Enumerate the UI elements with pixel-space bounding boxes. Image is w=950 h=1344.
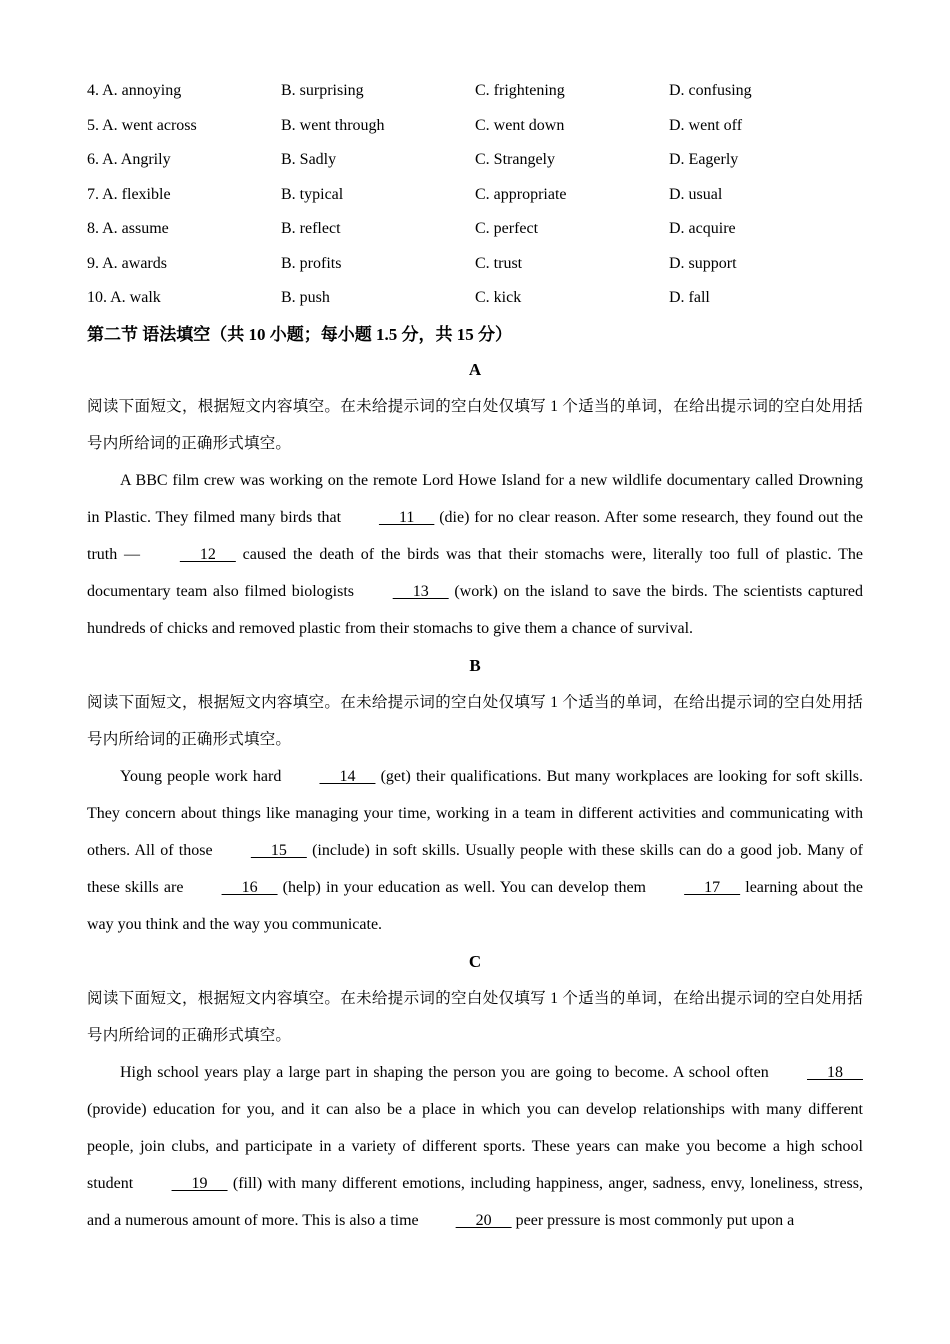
part-b-passage xyxy=(87,758,863,944)
exam-page xyxy=(87,76,863,1240)
passage-text: Young people work hard xyxy=(120,767,287,785)
section-title: 第二节 语法填空（共 10 小题；每小题 1.5 分，共 15 分） xyxy=(87,324,512,344)
blank-15: 15 xyxy=(250,841,307,859)
option-row xyxy=(87,76,863,111)
option-d: D. usual xyxy=(669,185,723,203)
part-b-instruction: 阅读下面短文，根据短文内容填空。在未给提示词的空白处仅填写 1 个适当的单词，在给出提示词的空白处用括号内所给词的正确形式填空。 xyxy=(87,693,863,748)
option-b: B. profits xyxy=(281,254,342,272)
option-c: C. frightening xyxy=(475,82,565,99)
part-a-label: A xyxy=(468,359,482,379)
passage-text: caused the death of the birds was that their stomachs were, literally too full of plastic. The documentary team also filmed biologists xyxy=(87,545,864,601)
blank-17: 17 xyxy=(684,879,741,897)
passage-text: (die) for no clear reason. After some research, they found out the truth — xyxy=(87,508,864,563)
blank-19: 19 xyxy=(171,1175,228,1193)
option-row xyxy=(87,145,863,180)
option-b: B. typical xyxy=(281,185,344,203)
passage-text: A BBC film crew was working on the remote Lord Howe Island for a new wildlife documentary called Drowning in Plastic. They filmed many birds that xyxy=(87,471,863,526)
option-row xyxy=(87,283,863,318)
passage-text: (work) on the island to save the birds. The scientists captured hundreds of chicks and removed plastic from their stomachs to give them a chance of survival. xyxy=(87,583,863,638)
blank-13: 13 xyxy=(392,583,449,601)
option-a: 7. A. flexible xyxy=(87,185,171,203)
option-c: C. perfect xyxy=(475,220,539,237)
option-d: D. went off xyxy=(669,116,743,134)
option-row xyxy=(87,214,863,249)
option-d: D. fall xyxy=(669,289,710,306)
option-b: B. push xyxy=(281,289,330,306)
option-d: D. confusing xyxy=(669,82,752,99)
passage-text: peer pressure is most commonly put upon a xyxy=(511,1212,795,1230)
option-row xyxy=(87,249,863,284)
part-c-instruction: 阅读下面短文，根据短文内容填空。在未给提示词的空白处仅填写 1 个适当的单词，在给出提示词的空白处用括号内所给词的正确形式填空。 xyxy=(87,989,863,1044)
part-a-passage xyxy=(87,462,863,648)
option-c: C. went down xyxy=(475,116,565,134)
option-d: D. Eagerly xyxy=(669,151,739,168)
option-c: C. trust xyxy=(475,254,523,272)
option-a: 4. A. annoying xyxy=(87,82,182,99)
part-c-passage xyxy=(87,1054,863,1240)
option-b: B. surprising xyxy=(281,82,364,99)
passage-text: (include) in soft skills. Usually people with these skills can do a good job. Many of these skills are xyxy=(87,841,863,897)
option-row xyxy=(87,111,863,146)
blank-14: 14 xyxy=(319,767,376,785)
part-c-label: C xyxy=(468,951,482,971)
blank-18: 18 xyxy=(807,1063,863,1081)
option-row xyxy=(87,180,863,215)
passage-text: learning about the way you think and the way you communicate. xyxy=(87,879,864,934)
passage-text: (help) in your education as well. You can develop them xyxy=(277,879,652,897)
option-b: B. Sadly xyxy=(281,151,337,168)
option-b: B. reflect xyxy=(281,220,341,237)
part-a-instruction: 阅读下面短文，根据短文内容填空。在未给提示词的空白处仅填写 1 个适当的单词，在给出提示词的空白处用括号内所给词的正确形式填空。 xyxy=(87,397,863,452)
option-c: C. appropriate xyxy=(475,185,567,203)
option-a: 5. A. went across xyxy=(87,116,197,134)
option-a: 8. A. assume xyxy=(87,220,169,237)
options-list xyxy=(87,76,863,318)
option-b: B. went through xyxy=(281,116,385,134)
passage-text: (get) their qualifications. But many workplaces are looking for soft skills. They concern about things like managing your time, working in a team in different activities and communicating with others. All of those xyxy=(87,767,863,859)
passage-text: (fill) with many different emotions, including happiness, anger, sadness, envy, loneliness, stress, and a numerous amount of more. This is also a time xyxy=(87,1175,864,1230)
blank-12: 12 xyxy=(179,545,236,563)
option-c: C. Strangely xyxy=(475,151,555,168)
option-a: 9. A. awards xyxy=(87,254,167,272)
option-c: C. kick xyxy=(475,289,522,306)
option-a: 10. A. walk xyxy=(87,289,161,306)
blank-20: 20 xyxy=(455,1212,512,1230)
part-b-label: B xyxy=(469,655,481,675)
passage-text: (provide) education for you, and it can also be a place in which you can develop relationships with many different people, join clubs, and participate in a variety of different sports. These years can make you become a high school student xyxy=(87,1100,863,1193)
blank-16: 16 xyxy=(221,879,278,897)
blank-11: 11 xyxy=(378,508,435,526)
option-d: D. acquire xyxy=(669,220,736,237)
option-a: 6. A. Angrily xyxy=(87,151,171,168)
option-d: D. support xyxy=(669,254,737,272)
passage-text: High school years play a large part in shaping the person you are going to become. A school often xyxy=(120,1063,774,1081)
